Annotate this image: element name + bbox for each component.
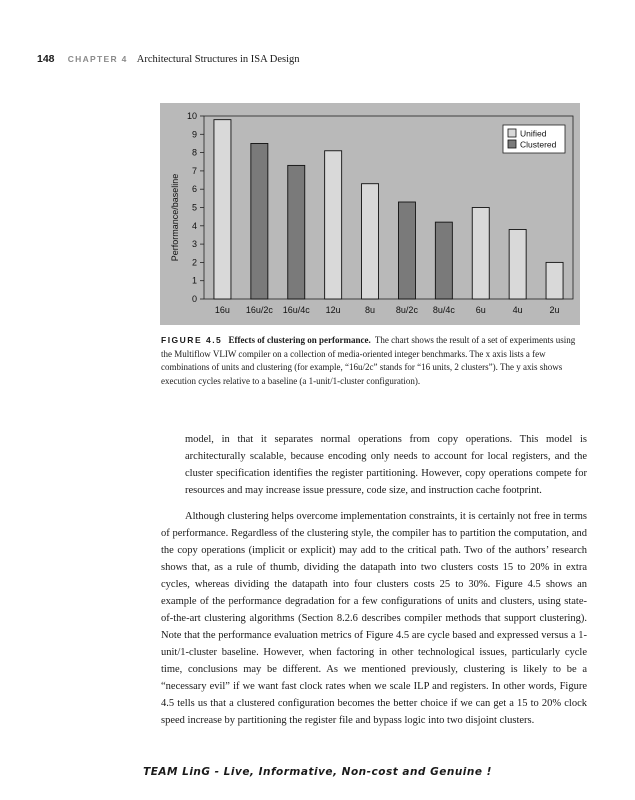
x-tick-label: 12u [325,305,341,315]
y-axis-label: Performance/baseline [170,173,180,262]
y-tick-label: 0 [191,294,197,304]
x-tick-label: 16u [214,305,230,315]
legend-swatch-clustered [508,140,516,148]
bar-8u-4c [435,222,452,299]
bar-chart-svg [160,103,580,325]
chapter-title: Architectural Structures in ISA Design [136,54,300,65]
x-tick-label: 8u/4c [432,305,455,315]
figure-4-5-chart [160,103,580,325]
bar-6u [472,208,489,300]
bar-2u [546,262,563,299]
y-tick-label: 6 [191,184,197,195]
x-tick-label: 6u [475,305,486,315]
watermark-footer: TEAM LinG - Live, Informative, Non-cost and Genuine ! [143,766,492,778]
figure-caption-text: The chart shows the result of a set of experiments using the Multiflow VLIW compiler on a collection of media-oriented integer benchmarks. The x axis lists a few combinations of units and clustering (for example, “16u/2c” stands for “16 units, 2 clusters”). The y axis shows execution cycles relative to a baseline (a 1-unit/1-cluster configuration). [161,335,576,386]
bar-16u-2c [251,143,268,299]
bar-12u [325,151,342,299]
bar-16u-4c [288,165,305,299]
figure-label: FIGURE 4.5 [161,335,223,345]
bar-4u [509,229,526,299]
x-tick-label: 2u [549,305,560,315]
bar-16u [214,120,231,299]
y-tick-label: 4 [191,220,197,231]
legend-label-unified: Unified [520,128,547,139]
x-tick-label: 8u/2c [395,305,418,315]
y-tick-label: 8 [191,147,197,158]
body-paragraph-1: model, in that it separates normal operations from copy operations. This model is architecturally scalable, because encoding only needs to account for local registers, and the cluster specification identifies the register partitioning. However, copy operations compete for resources and may increase issue pressure, code size, and instruction cache footprint. [185,434,587,496]
y-tick-label: 3 [191,239,197,250]
x-tick-label: 4u [512,305,523,315]
y-tick-label: 10 [186,111,197,121]
body-paragraph-2: Although clustering helps overcome implementation constraints, it is certainly not free in terms of performance. Regardless of the clustering style, the compiler has to partition the computation, and the copy operations (implicit or explicit) may add to the critical path. Two of the authors’ research shows that, as a rule of thumb, dividing the datapath into two clusters costs 15 to 20% in extra cycles, whereas dividing the datapath into four clusters costs 25 to 30%. Figure 4.5 shows an example of the performance degradation for a few configurations of units and clusters, using state-of-the-art clustering algorithms (Section 8.2.6 describes compiler methods that support clustering). Note that the performance evaluation metrics of Figure 4.5 are cycle based and expressed versus a 1-unit/1-cluster baseline. However, when factoring in other technological issues, particularly cycle time, conclusions may be different. As we mentioned previously, clustering is likely to be a “necessary evil” if we want fast clock rates when we scale ILP and registers. In other words, Figure 4.5 tells us that a clustered configuration becomes the better choice if we can get a 15 to 20% clock speed increase by partitioning the register file and bypass logic into two disjoint clusters. [161,511,587,726]
y-tick-label: 9 [191,129,197,140]
x-tick-label: 16u/4c [282,305,310,315]
y-tick-label: 7 [191,165,197,176]
bar-8u-2c [398,202,415,299]
legend-label-clustered: Clustered [520,139,557,150]
x-tick-label: 16u/2c [245,305,273,315]
page-number: 148 [37,53,55,65]
bar-8u [362,184,379,299]
y-tick-label: 5 [191,202,197,213]
figure-caption [161,334,586,388]
y-tick-label: 2 [191,257,197,268]
figure-title: Effects of clustering on performance. [228,335,371,345]
running-header [37,53,300,65]
y-tick-label: 1 [191,275,197,286]
chapter-label: CHAPTER 4 [67,54,128,64]
legend-swatch-unified [508,129,516,137]
x-tick-label: 8u [365,305,376,315]
